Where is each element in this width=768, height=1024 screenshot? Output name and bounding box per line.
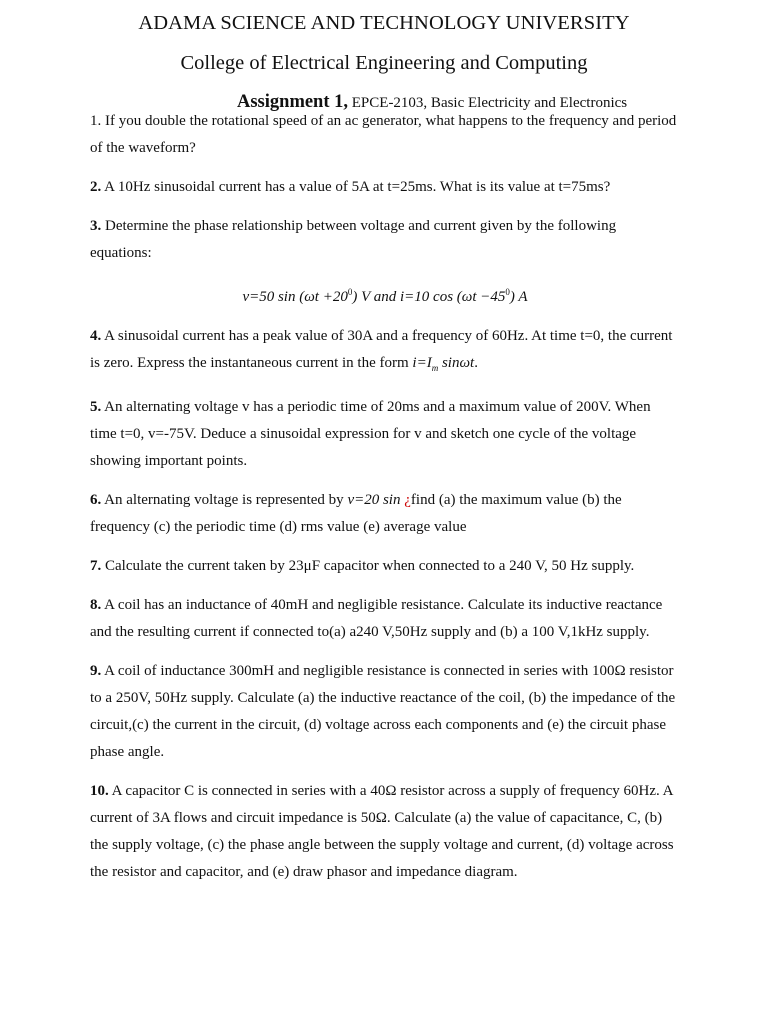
question-8-text: A coil has an inductance of 40mH and negligible resistance. Calculate its inductive reactance and the resulting current if connected to(a) a240 V,50Hz supply and (b) a 100 V,1kHz supply.: [90, 597, 663, 640]
question-9-number: 9.: [90, 663, 102, 679]
assignment-label: Assignment 1,: [237, 92, 349, 112]
questions-body: [90, 108, 680, 898]
question-4-eq-sub: m: [431, 363, 439, 373]
question-1-text: 1. If you double the rotational speed of an ac generator, what happens to the frequency and period of the waveform?: [90, 113, 677, 156]
question-3: [90, 213, 680, 267]
question-9: [90, 658, 680, 766]
college-title: College of Electrical Engineering and Computing: [180, 52, 588, 74]
question-8-number: 8.: [90, 597, 102, 613]
question-5: [90, 394, 680, 475]
course-name: EPCE-2103, Basic Electricity and Electronics: [348, 95, 628, 111]
question-4-text: A sinusoidal current has a peak value of 30A and a frequency of 60Hz. At time t=0, the current is zero. Express the instantaneous current in the form: [90, 328, 673, 371]
question-3-number: 3.: [90, 218, 102, 234]
question-2: [90, 174, 680, 201]
question-6: [90, 487, 680, 541]
equation-voltage: v=50 sin (ωt +20: [242, 289, 348, 305]
question-7: [90, 553, 680, 580]
question-10: [90, 778, 680, 886]
question-4: [90, 323, 680, 382]
question-2-text: A 10Hz sinusoidal current has a value of 5A at t=25ms. What is its value at t=75ms?: [101, 179, 611, 195]
question-7-number: 7.: [90, 558, 102, 574]
question-2-number: 2.: [90, 179, 102, 195]
question-5-text: An alternating voltage v has a periodic time of 20ms and a maximum value of 200V. When time t=0, v=-75V. Deduce a sinusoidal expression for v and sketch one cycle of the voltage showing important points.: [90, 399, 651, 469]
question-7-text: Calculate the current taken by 23μF capacitor when connected to a 240 V, 50 Hz supply.: [101, 558, 635, 574]
question-10-text: A capacitor C is connected in series with a 40Ω resistor across a supply of frequency 60Hz. A current of 3A flows and circuit impedance is 50Ω. Calculate (a) the value of capacitance, C, (b) the supply voltage, (c) the phase angle between the supply voltage and current, (d) voltage across the resistor and capacitor, and (e) draw phasor and impedance diagram.: [90, 783, 674, 880]
equation-current: ) V and i=10 cos (ωt −45: [352, 289, 506, 305]
university-title: ADAMA SCIENCE AND TECHNOLOGY UNIVERSITY: [138, 12, 630, 34]
question-6-text-a: An alternating voltage is represented by: [101, 492, 348, 508]
question-5-number: 5.: [90, 399, 102, 415]
question-4-end: .: [474, 355, 478, 371]
question-3-text: Determine the phase relationship between voltage and current given by the following equations:: [90, 218, 617, 261]
equation-degree-1: 0: [347, 287, 353, 297]
question-6-glyph: ¿: [404, 492, 411, 508]
question-4-eq-rest: sinωt: [438, 355, 475, 371]
question-4-eq-i: i=I: [412, 355, 432, 371]
question-6-number: 6.: [90, 492, 102, 508]
question-10-number: 10.: [90, 783, 109, 799]
equation-degree-2: 0: [505, 287, 510, 297]
question-1: [90, 108, 680, 162]
question-4-number: 4.: [90, 328, 102, 344]
question-8: [90, 592, 680, 646]
question-6-text-b: find (a) the maximum value (b) the frequency (c) the periodic time (d) rms value (e) average value: [90, 492, 622, 535]
question-3-equation: [90, 279, 680, 311]
question-9-text: A coil of inductance 300mH and negligible resistance is connected in series with 100Ω resistor to a 250V, 50Hz supply. Calculate (a) the inductive reactance of the coil, (b) the impedance of the circuit,(c) the current in the circuit, (d) voltage across each components and (e) the circuit phase phase angle.: [90, 663, 676, 760]
question-6-equation: v=20 sin: [347, 492, 405, 508]
equation-end: ) A: [509, 289, 528, 305]
